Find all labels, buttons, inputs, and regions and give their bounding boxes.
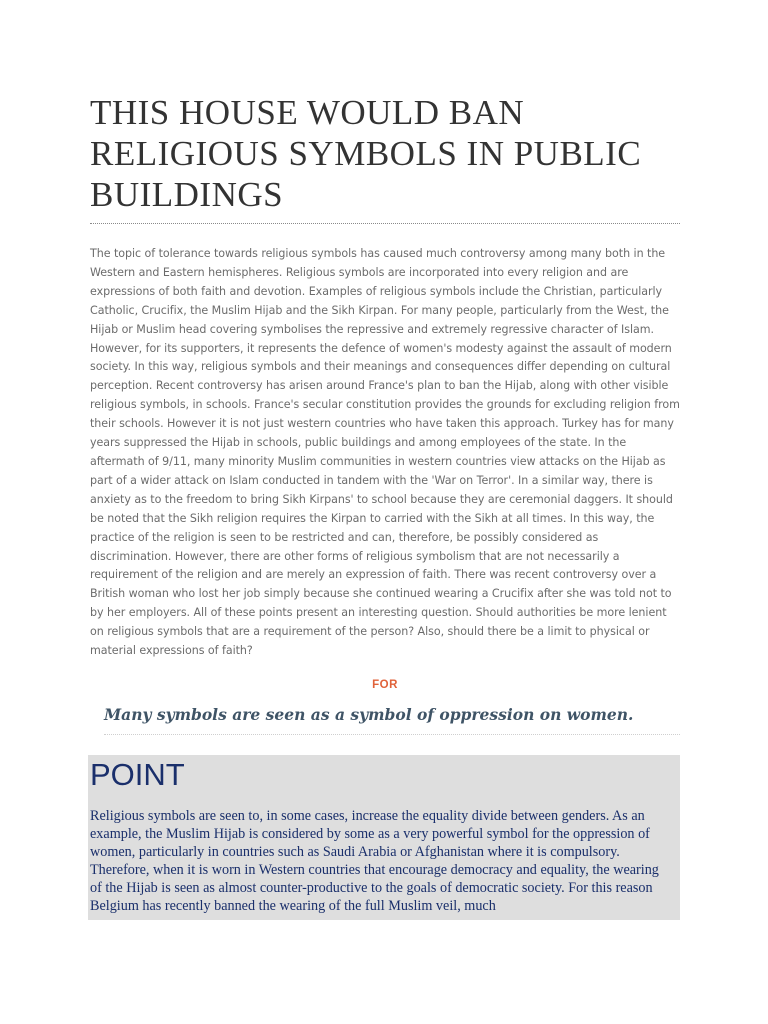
document-page — [90, 0, 680, 735]
intro-paragraph: The topic of tolerance towards religious symbols has caused much controversy among many both in the Western and Eastern hemispheres. Religious symbols are incorporated into every religion and are expressions of both faith and devotion. Examples of religious symbols include the Christian, particularly Catholic, Crucifix, the Muslim Hijab and the Sikh Kirpan. For many people, particularly from the West, the Hijab or Muslim head covering symbolises the repressive and extremely regressive character of Islam. However, for its supporters, it represents the defence of women's modesty against the assault of modern society. In this way, religious symbols and their meanings and consequences differ depending on cultural perception. Recent controversy has arisen around France's plan to ban the Hijab, along with other visible religious symbols, in schools. France's secular constitution provides the grounds for excluding religion from their schools. However it is not just western countries who have taken this approach. Turkey has for many years suppressed the Hijab in schools, public buildings and among employees of the state. In the aftermath of 9/11, many minority Muslim communities in western countries view attacks on the Hijab as part of a wider attack on Islam conducted in tandem with the 'War on Terror'. In a similar way, there is anxiety as to the freedom to bring Sikh Kirpans' to school because they are ceremonial daggers. It should be noted that the Sikh religion requires the Kirpan to carried with the Sikh at all times. In this way, the practice of the religion is seen to be restricted and can, therefore, be possibly considered as discrimination. However, there are other forms of religious symbolism that are not necessarily a requirement of the religion and are merely an expression of faith. There was recent controversy over a British woman who lost her job simply because she continued wearing a Crucifix after she was told not to by her employers. All of these points present an interesting question. Should authorities be more lenient on religious symbols that are a requirement of the person? Also, should there be a limit to physical or material expressions of faith? — [90, 247, 680, 658]
side-label-for: FOR — [372, 678, 398, 691]
point-heading: POINT — [90, 757, 185, 792]
point-section — [88, 755, 680, 920]
page-title: THIS HOUSE WOULD BAN RELIGIOUS SYMBOLS IN PUBLIC BUILDINGS — [90, 0, 680, 224]
claim-heading: Many symbols are seen as a symbol of oppression on women. — [104, 705, 680, 735]
point-paragraph: Religious symbols are seen to, in some cases, increase the equality divide between genders. As an example, the Muslim Hijab is considered by some as a very powerful symbol for the oppression of women, particularly in countries such as Saudi Arabia or Afghanistan where it is compulsory. Therefore, when it is worn in Western countries that encourage democracy and equality, the wearing of the Hijab is seen as almost counter-productive to the goals of democratic society. For this reason Belgium has recently banned the wearing of the full Muslim veil, much — [90, 808, 659, 915]
